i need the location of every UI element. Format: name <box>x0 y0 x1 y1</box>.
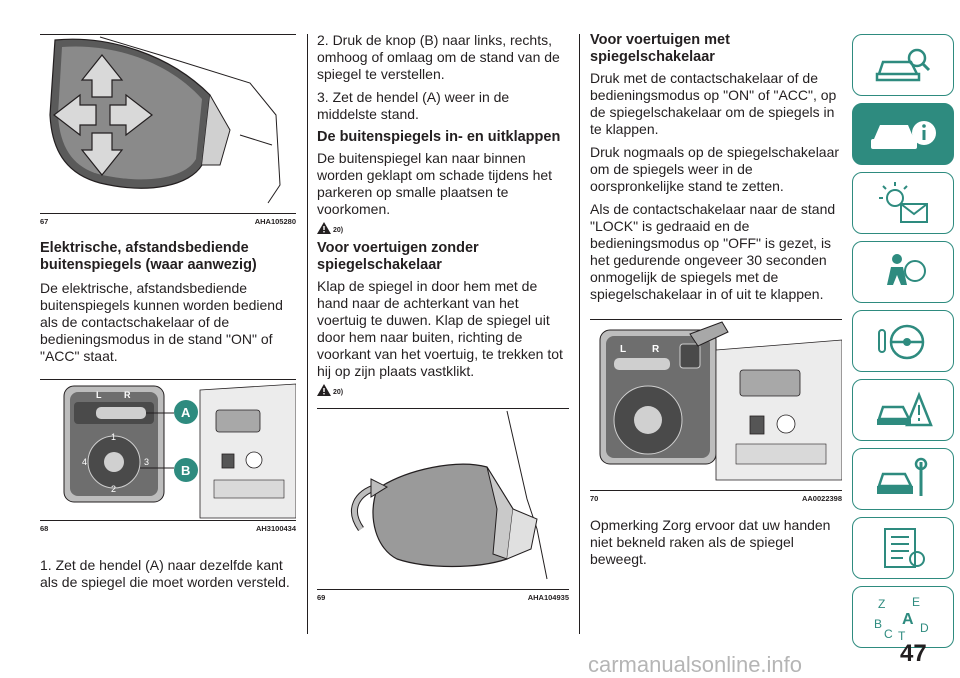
figure-70 <box>590 320 842 503</box>
index-letter: D <box>920 621 929 635</box>
figure-caption <box>317 589 569 602</box>
warning-number: 20) <box>333 227 344 234</box>
tab-car-search[interactable] <box>852 34 954 96</box>
callout-b: B <box>181 463 191 478</box>
figure-caption <box>40 213 296 226</box>
column-3 <box>590 28 842 568</box>
tab-technical-data[interactable] <box>852 517 954 579</box>
mirror-fold-switch-illustration <box>590 320 842 490</box>
direction-3: 3 <box>144 457 150 467</box>
knob-label-l: L <box>96 390 102 400</box>
figure-code: AH3100434 <box>255 524 296 533</box>
figure-number: 69 <box>317 593 326 602</box>
section-heading: Elektrische, afstandsbediende buitenspiegels (waar aanwezig) <box>40 240 257 273</box>
figure-number: 70 <box>590 494 599 503</box>
figure-code: AA0022398 <box>801 494 842 503</box>
warning-reference <box>317 222 569 234</box>
knob-label-r: R <box>124 390 131 400</box>
steering-wheel-icon <box>873 318 933 364</box>
breakdown-icon <box>873 387 933 433</box>
car-info-icon <box>868 113 938 155</box>
note-paragraph: Opmerking Zorg ervoor dat uw handen niet bekneld raken als de spiegel beweegt. <box>590 517 831 567</box>
tab-safety[interactable] <box>852 241 954 303</box>
figure-67 <box>40 35 296 226</box>
index-letter: C <box>884 627 893 641</box>
paragraph: 2. Druk de knop (B) naar links, rechts, omhoog of omlaag om de stand van de spiegel te verstellen. <box>317 32 560 82</box>
knob-label-r: R <box>652 344 660 355</box>
paragraph: De buitenspiegel kan naar binnen worden geklapt om schade tijdens het parkeren op smalle plaatsen te voorkomen. <box>317 150 553 217</box>
checklist-icon <box>873 525 933 571</box>
warning-reference <box>317 384 569 396</box>
index-letter: T <box>898 629 906 642</box>
warning-number: 20) <box>333 389 344 396</box>
column-1 <box>40 28 296 591</box>
figure-caption <box>590 490 842 503</box>
figure-number: 67 <box>40 217 49 226</box>
column-divider <box>579 34 580 634</box>
tab-index[interactable] <box>852 586 954 648</box>
car-service-icon <box>873 456 933 502</box>
column-2 <box>317 28 569 602</box>
section-heading: De buitenspiegels in- en uitklappen <box>317 129 561 145</box>
mirror-switch-illustration <box>40 380 296 520</box>
watermark: carmanualsonline.info <box>588 652 803 677</box>
page-number: 47 <box>900 640 927 667</box>
figure-code: AHA104935 <box>527 593 569 602</box>
warning-icon <box>317 384 331 396</box>
knob-label-l: L <box>620 344 627 355</box>
index-letter: E <box>912 595 921 609</box>
tab-emergency[interactable] <box>852 379 954 441</box>
figure-caption <box>40 520 296 533</box>
index-letter: B <box>874 617 883 631</box>
section-heading: Voor voertuigen met spiegelschakelaar <box>590 32 730 65</box>
figure-69 <box>317 409 569 602</box>
tab-starting-driving[interactable] <box>852 310 954 372</box>
car-search-icon <box>873 44 933 86</box>
direction-2: 2 <box>111 484 117 494</box>
paragraph: 3. Zet de hendel (A) weer in de middelste stand. <box>317 89 510 122</box>
warning-icon <box>317 222 331 234</box>
mirror-arrows-illustration <box>40 35 296 213</box>
tab-maintenance[interactable] <box>852 448 954 510</box>
column-divider <box>307 34 308 634</box>
paragraph: 1. Zet de hendel (A) naar dezelfde kant als de spiegel die moet worden versteld. <box>40 557 290 590</box>
tab-warning-lights[interactable] <box>852 172 954 234</box>
alphabet-index-icon <box>868 592 938 642</box>
airbag-icon <box>873 249 933 295</box>
paragraph: Als de contactschakelaar naar de stand "LOCK" is gedraaid en de bedieningsmodus op "OFF" is gezet, is het gedurende ongeveer 30 seconden onmogelijk de spiegels met de spiegelschakelaar in of uit te klappen. <box>590 201 836 302</box>
index-letter: Z <box>878 597 886 611</box>
callout-a: A <box>181 405 191 420</box>
index-letter: A <box>902 611 914 628</box>
paragraph: De elektrische, afstandsbediende buitenspiegels kunnen worden bediend als de contactschakelaar of de bedieningsmodus in de stand "ON" of "ACC" staat. <box>40 280 283 364</box>
paragraph: Klap de spiegel in door hem met de hand naar de achterkant van het voertuig te duwen. Klap de spiegel uit door hem naar buiten, richting de voorkant van het voertuig, te trekken tot hij op zijn plaats vastklikt. <box>317 278 563 379</box>
section-heading: Voor voertuigen zonder spiegelschakelaar <box>317 240 479 273</box>
direction-4: 4 <box>82 457 88 467</box>
tab-car-info[interactable] <box>852 103 954 165</box>
warning-light-icon <box>873 180 933 226</box>
chapter-tabs <box>852 34 954 655</box>
paragraph: Druk met de contactschakelaar of de bedieningsmodus op "ON" of "ACC", op de spiegelschakelaar om de spiegels in te klappen. <box>590 70 837 137</box>
figure-code: AHA105280 <box>254 217 296 226</box>
paragraph: Druk nogmaals op de spiegelschakelaar om de spiegels weer in de oorspronkelijke stand te zetten. <box>590 144 840 194</box>
direction-1: 1 <box>111 432 117 442</box>
figure-number: 68 <box>40 524 49 533</box>
figure-68 <box>40 380 296 533</box>
folding-mirror-illustration <box>317 409 569 589</box>
